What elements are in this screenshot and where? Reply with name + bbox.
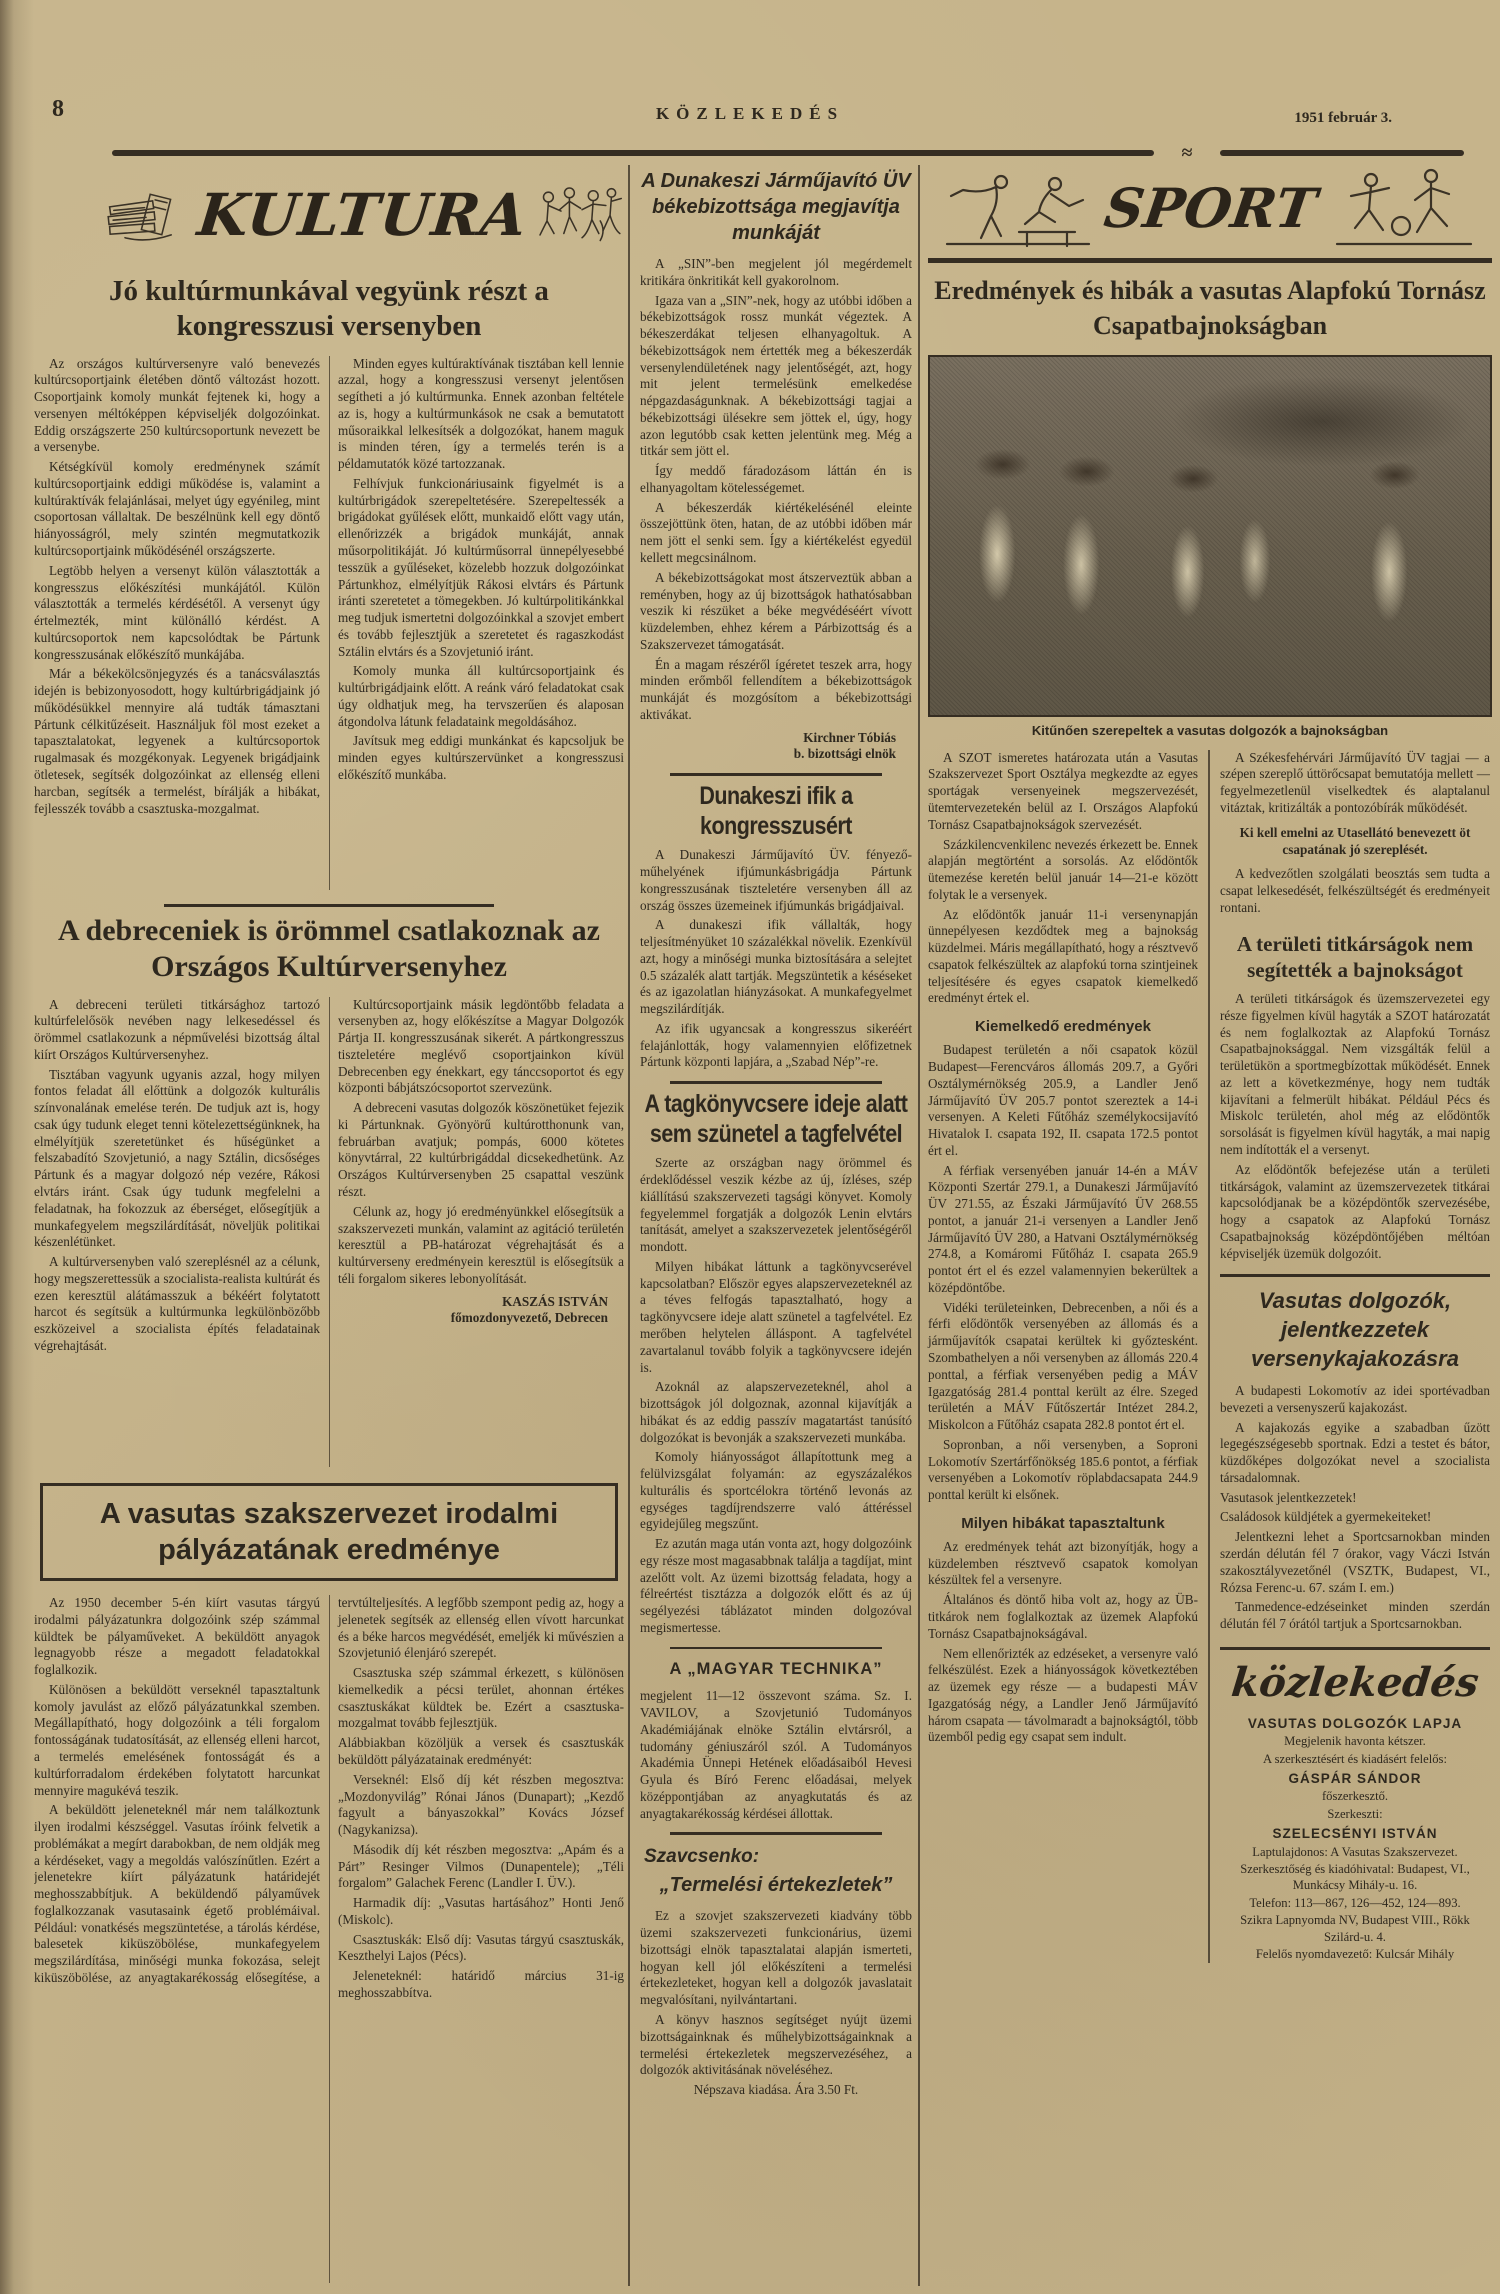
paragraph: A dunakeszi ifik vállalták, hogy teljesítményüket 10 százalékkal növelik. Ezenkívül azt, hogy a minőségi munka biztosítására a selejtet 0.5 százalék alatt tartják. Megszüntetik a késéseket és az igazolatlan hiányzásokat. A munkafegyelmet megszilárdítják. bbox=[640, 917, 912, 1017]
paragraph: A férfiak versenyében január 14-én a MÁV Központi Szertár 279.1, a Dunakeszi Járműjavító ÜV 271.55, az Északi Járműjavító ÜV 268.55 pontot, a január 21-i versenyen a Landler Jenő Járműjavító ÜV 280, a Hatvani Osztálymérnökség 274.8, a Komáromi Fűtőház I. csapata 265.9 pontot ért el és ezzel valamennyien bekerültek a középdöntőbe. bbox=[928, 1162, 1198, 1295]
paragraph: A kultúrversenyben való szereplésnél az a célunk, hogy megszerettessük a szocialista-realista kultúrát és ezen keresztül alátámasszuk a békéért folytatott harcot és segítsük a kultúrmunka legkülönbözőbb eszközeivel a szocialista építés feladatainak végrehajtását. bbox=[34, 1254, 320, 1353]
sport-right-column bbox=[1220, 750, 1490, 1964]
line: Népszava kiadása. Ára 3.50 Ft. bbox=[693, 2082, 859, 2098]
imprint-lines bbox=[1220, 1715, 1490, 1963]
signature-role: b. bizottsági elnök bbox=[793, 746, 896, 762]
column-divider bbox=[1208, 750, 1210, 1964]
article-headline: A „MAGYAR TECHNIKA” bbox=[669, 1660, 883, 1679]
paragraph: Jeleneteknél: határidő március 31-ig meghosszabbítva. bbox=[338, 1968, 624, 2000]
footballers-illustration-icon bbox=[1327, 166, 1477, 250]
paragraph: Szerte az országban nagy örömmel és érdeklődéssel veszik kézbe az új, ízléses, szép kiállítású szakszervezeti tagsági könyvet. Komoly fegyelemmel forgatják a dolgozók Lenin elvtárs tanítását, amelyet a szakszervezetek jelentőségéről mondott. bbox=[640, 1155, 912, 1255]
paragraph: A békebizottságokat most átszerveztük abban a reményben, hogy az új bizottságok hathatósabban veszik ki részüket a béke megvédéséért vívott küzdelemben, ehhez kérem a Párbizottság és a Szakszervezet támogatását. bbox=[640, 569, 912, 652]
paragraph: Vidéki területeinken, Debrecenben, a női és a férfi elődöntők versenyében az állomás és a járműjavítók csapatai kerültek ki győztesként. Szombathelyen a női versenyben az állomás 220.4 ponttal, a férfiak versenyében pedig a MÁV Igazgatóság 281.4 ponttal került az élre. Szeged területén a MÁV Fűtőszertár Intézet 284.2, Miskolcon a Fűtőház csapata 282.8 pontot ért el. bbox=[928, 1299, 1198, 1433]
paragraph: Csasztuskák: Első díj: Vasutas tárgyú csasztuskák, Keszthelyi Lajos (Pécs). bbox=[338, 1931, 624, 1964]
bold-note: Ki kell emelni az Utasellátó benevezett öt csapatának jó szereplését. bbox=[1239, 824, 1471, 857]
subheading: Kiemelkedő eredmények bbox=[975, 1018, 1151, 1036]
rule-segment bbox=[112, 150, 1154, 156]
column-divider bbox=[918, 165, 920, 2286]
photo-caption: Kitűnően szerepeltek a vasutas dolgozók a bajnokságban bbox=[1031, 723, 1389, 739]
paragraph: Komoly hiányosságot állapítottunk meg a felülvizsgálat folyamán: az egyszázalékos kulturális és sportcélokra történő levonás az egységes tagdíjrendszerre való áttéréssel egyidejűleg megszűnt. bbox=[640, 1449, 912, 1532]
article-headline: „Termelési értekezletek” bbox=[659, 1873, 893, 1896]
line-bold: VASUTAS DOLGOZÓK LAPJA bbox=[1247, 1715, 1463, 1731]
article-body bbox=[640, 1688, 912, 1822]
paragraph: A beküldött jeleneteknél már nem találkoztunk ilyen irodalmi készséggel. Vasutas íróink felvetik a problémákat a megírt darabokban, de nem oldják meg a kérdéseket, vagy a megoldás valószínűtlen. Ezért a jelenetekre kiírt pályázatunk határidejét meghosszabbítjuk. A beküldendő pályaművek foglalkozzanak vasutasaink égető problémáival. Például: vonatkésés megszüntetése, a tárolás kérdése, balesetek kiküszöbölése, munkafegyelem megszilárdítása, minőségi munka fokozása, selejt kiküszöbölése, az anyagtakarékosság elősegítése, a tervtúlteljesítés. A legfőbb szempont pedig az, hogy a jelenetek segítsék az ellenség ellen vívott harcunkat és a béke harcos megvédését, emeljék ki művészien a Szovjetunió élenjáró szerepét. bbox=[34, 1595, 624, 1985]
line: Szerkeszti: bbox=[1327, 1806, 1383, 1821]
line: Szikra Lapnyomda NV, Budapest VIII., Rökk Szilárd-u. 4. bbox=[1240, 1913, 1470, 1944]
article-body bbox=[34, 356, 624, 890]
sport-logo-text: SPORT bbox=[1100, 175, 1320, 240]
paragraph: Minden egyes kultúraktívának tisztában kell lennie azzal, hogy a kongresszusi versenyt jelentősen segítheti a jó kultúrmunka. Ennek azonban feltétele az is, hogy a kultúrmunkások ne csak a bemutatott műsoraikkal lelkesítsék a dolgozókat, hanem maguk is minden téren, így a termelés terén is a példamutatók közé tartozzanak. bbox=[338, 355, 624, 472]
paragraph: Kétségkívül komoly eredménynek számít kultúrcsoportjaink eddigi működése is, valamint a kultúraktívák felajánlásai, melyet úgy egyénileg, mint csoportosan vállaltak. De beszélnünk kell egy döntő hiányosságról, mely szintén megmutatkozik kultúrcsoportjaink működésénél országszerte. bbox=[34, 459, 320, 559]
paragraph: Vasutasok jelentkezzetek! bbox=[1220, 1489, 1357, 1505]
section-rule bbox=[670, 1832, 882, 1835]
paragraph: A „SIN”-ben megjelent jól megérdemelt kritikára önkritikát kell gyakorolnom. bbox=[640, 256, 912, 288]
section-rule bbox=[670, 773, 882, 776]
kozlekedes-logo-text: közlekedés bbox=[1229, 1658, 1481, 1706]
paragraph: Felhívjuk funkcionáriusaink figyelmét is a kultúrbrigádok szerepeltetésére. Szerepeltessék a brigádokat gyűlések előtt, munkaidő előtt vagy után, ellenőrizzék a brigádok munkáját, annak műsorpolitikáját. Jó kultúrműsorral ünnepélyesebbé tesszük a gyűléseket, közelebb hozzuk dolgozóinkat Pártunkhoz, elmélyítjük Rákosi elvtárs és Pártunk iránti szeretetet a tömegekben. Jó kultúrpolitikánkkal meg tudjuk ismertetni dolgozóinkkal a szovjet embert és tovább fejlesztjük a szeretetet és ragaszkodást Sztálin elvtárs és a Szovjetunió iránt. bbox=[338, 475, 624, 659]
paragraph: Ez a szovjet szakszervezeti kiadvány több üzemi szakszervezeti funkcionárius, üzemi bizottsági elnök tapasztalatai alapján ismerteti, hogyan kell jól előkészíteni a termelési értekezleteket, hogyan kell a dolgozók javaslatait megvalósítani, nyilvántartani. bbox=[640, 1908, 912, 2008]
paragraph: A könyv hasznos segítséget nyújt üzemi bizottságainknak és műhelybizottságainknak a termelési értekezletek megszervezéséhez, a dolgozók aktivitásának növeléséhez. bbox=[640, 2011, 912, 2078]
paragraph: A Dunakeszi Járműjavító ÜV. fényező-műhelyének ifjúmunkásbrigádja Pártunk kongresszusának tiszteletére versenyben áll az ország összes üzemeinek ifjúmunkás brigádjaival. bbox=[640, 847, 912, 913]
line: Laptulajdonos: A Vasutas Szakszervezet. bbox=[1252, 1844, 1458, 1859]
paragraph: A debreceni vasutas dolgozók köszönetüket fejezik ki Pártunknak. Gyönyörű kultúrotthonunk van, februárban avatjuk; pompás, 6000 kötetes könyvtárral, 22 kultúrbrigáddal dicsekedhetünk. Az Országos Kultúrversenyben 25 csapattal veszünk részt. bbox=[338, 1100, 624, 1200]
paragraph: Alábbiakban közöljük a versek és csasztuskák beküldött pályázatainak eredményét: bbox=[338, 1735, 624, 1767]
sport-left-column bbox=[928, 750, 1198, 1964]
wave-ornament-icon: ≈ bbox=[1181, 142, 1193, 164]
swimmer-hurdler-illustration-icon bbox=[943, 166, 1093, 250]
article-body bbox=[34, 1595, 624, 2283]
paragraph: A debreceni területi titkársághoz tartozó kultúrfelelősök nevében nagy lelkesedéssel és örömmel csatlakozunk a népművelési bizottság által kiírt Országos Kultúrversenyhez. bbox=[34, 996, 320, 1062]
section-rule bbox=[164, 904, 494, 907]
paragraph: Az elődöntők január 11-i versenynapján ünnepélyesen kezdődtek meg a bajnokság küzdelmei. Máris megállapítható, hogy a résztvevő csapatok felkészültek az alapfokú torna szintjeinek teljesítésére és egyes csapatok kiemelkedő eredményt értek el. bbox=[928, 906, 1198, 1006]
kultura-logo-row bbox=[104, 164, 624, 268]
line: Szerkesztőség és kiadóhivatal: Budapest, VI., Munkácsy Mihály-u. 16. bbox=[1240, 1862, 1470, 1893]
paragraph: Budapest területén a női csapatok közül Budapest—Ferencváros állomás 209.7, a Győri Osztálymérnökség 205.9, a Landler Jenő Járműjavító ÜV 205.7 pontot szereztek a 14-i versenyen. A Keleti Fűtőház személykocsijavító Hivatalok I. csapata 192, II. csapata 172.5 pontot ért el. bbox=[928, 1042, 1198, 1158]
paragraph: Komoly munka áll kultúrcsoportjaink és kultúrbrigádjaink előtt. A reánk váró feladatokat csak úgy oldhatjuk meg, ha tervszerűen és alaposan átgondolva látunk feladataink megoldásához. bbox=[338, 663, 624, 729]
paragraph: Az 1950 december 5-én kiírt vasutas tárgyú irodalmi pályázatunkra dolgozóink szép számmal küldtek be pályaműveket. A beküldött anyagok legnagyobb része a megadott feladatokkal foglalkozik. bbox=[34, 1595, 320, 1678]
middle-column bbox=[640, 164, 912, 2100]
page-number: 8 bbox=[52, 96, 64, 122]
paragraph: Családosok küldjétek a gyermekeiteket! bbox=[1220, 1509, 1432, 1525]
sport-section bbox=[928, 158, 1492, 1963]
article-headline: A tagkönyvcsere ideje alatt sem szünetel a tagfelvétel bbox=[644, 1089, 908, 1148]
paragraph: Csasztuska szép számmal érkezett, s különösen kiemelkedik a pécsi terület, ahonnan értékes csasztuskákat küldtek be. Ezért a csasztuska-mozgalmat tovább fejlesztjük. bbox=[338, 1665, 624, 1731]
gymnasts-photo bbox=[928, 355, 1492, 717]
paragraph: Már a békekölcsönjegyzés és a tanácsválasztás idején is bebizonyosodott, hogy kultúrbrigádjaink jó működésükkel mennyire alá tudták támasztani Pártunk célkitűzéseit. Használjuk föl most ezeket a tapasztalatokat, legyenek a kultúrcsoportok rugalmasak és mozgékonyak. Legyenek brigádjaink ötletesek, segítsék dolgozóinkat az ellenség elleni harcban, segítsék a termelést, bírálják a hibákat, fejlesszék tovább a csasztuska-mozgalmat. bbox=[34, 666, 320, 816]
paragraph: Javítsuk meg eddigi munkánkat és kapcsoljuk be minden egyes kultúrszervünket a kongresszusi előkészítő munkába. bbox=[338, 733, 624, 782]
paragraph: megjelent 11—12 összevont száma. Sz. I. VAVILOV, a Szovjetunió Tudományos Akadémiájának elnöke Sztálin elvtársról, a tudomány géniuszáról szól. A Tudományos Akadémia Ünnepi Hetének előadásaiból Hevesi Gyula és Bíró Ferenc előadásai, melyek középpontjában az anyagkutatás és az anyagtakarékosság kérdései állottak. bbox=[640, 1688, 912, 1821]
paragraph: Tisztában vagyunk ugyanis azzal, hogy milyen fontos feladat áll előttünk a dolgozók kulturális színvonalának emelése terén. De tudjuk azt is, hogy csak úgy tudunk eleget tenni kötelezettségünknek, ha elmélyítjük szeretetünket és hűségünket a felszabadító Szovjetunió, a nagy Sztálin, dicsőséges Pártunk és a magyar dolgozó nép vezére, Rákosi elvtárs iránt. Csak úgy tudunk megfelelni a feladatnak, ha fokozzuk az éberséget, elősegítjük a munkafegyelem megszilárdítását, növeljük politikai készenlétünket. bbox=[34, 1066, 320, 1250]
imprint-box bbox=[1220, 1647, 1490, 1962]
article-headline: Eredmények és hibák a vasutas Alapfokú Tornász Csapatbajnokságban bbox=[934, 276, 1486, 341]
paragraph: Nem ellenőrizték az edzéseket, a versenyre való felkészülést. Ezek a hiányosságok következtében az üzemek egy része — a budapesti MÁV Igazgatóság négy, a Landler Jenő Járműjavító három csapata — távolmaradt a bajnokságtól, több üzemből pedig egy csapat sem indult. bbox=[928, 1645, 1198, 1745]
sport-body bbox=[928, 750, 1492, 1964]
article-body bbox=[640, 1155, 912, 1636]
paragraph: A Székesfehérvári Járműjavító ÜV tagjai — a szépen szereplő úttörőcsapat bemutatója mellett — fegyelmezetlenül viselkedtek és alaptalanul vitáztak, kritizálták a pontozóbírák működését. bbox=[1220, 749, 1490, 815]
paragraph: Az eredmények tehát azt bizonyítják, hogy a küzdelemben résztvevő csapatok komolyan készültek fel a versenyre. bbox=[928, 1538, 1198, 1588]
article-kicker: Szavcsenko: bbox=[644, 1845, 760, 1867]
books-illustration-icon bbox=[104, 173, 188, 259]
signature-role: főmozdonyvezető, Debrecen bbox=[450, 1310, 608, 1326]
header-rule bbox=[112, 142, 1464, 164]
paragraph: Kultúrcsoportjaink másik legdöntőbb feladata a versenyben az, hogy előkészítse a Magyar Dolgozók Pártja II. kongresszusának sikerét. A pártkongresszus tiszteletére meglévő csoportjainkon kívül Debrecenben egy énekkart, egy tánccsoportot és egy központi bábjátszócsoportot szervezünk. bbox=[338, 996, 624, 1096]
dancers-illustration-icon bbox=[533, 171, 624, 261]
paragraph: A kedvezőtlen szolgálati beosztás sem tudta a csapat lelkesedését, felkészültségét és eredményeit rontani. bbox=[1220, 866, 1490, 915]
paragraph: Jelentkezni lehet a Sportcsarnokban minden szerdán délután fél 7 órakor, vagy Váczi István szakosztályvezetőnél (VSZTK, Budapest, VI., Rózsa Ferenc-u. 67. szám I. em.) bbox=[1220, 1529, 1490, 1595]
article-headline-boxed: A vasutas szakszervezet irodalmi pályázatának eredménye bbox=[40, 1483, 618, 1582]
paragraph: Legtöbb helyen a versenyt külön választották a kongresszus előkészítési munkájától. Külön választották a termelés kérdésétől. A versenyt úgy értelmezték, mint különálló kérdést. A kultúrcsoportok nem kapcsolódtak be Pártunk kongresszusának előkészítő munkájába. bbox=[34, 562, 320, 662]
article-body bbox=[34, 997, 624, 1467]
paragraph: Célunk az, hogy jó eredményünkkel elősegítsük a szakszervezeti munkán, valamint az agitáció területén keresztül a PB-határozat végrehajtását és a kultúrverseny eredményein keresztül is elősegítsük a téli forgalom sikeres lebonyolítását. bbox=[338, 1203, 624, 1286]
line: főszerkesztő. bbox=[1321, 1789, 1389, 1804]
line: A szerkesztésért és kiadásért felelős: bbox=[1263, 1751, 1447, 1766]
column-divider bbox=[628, 165, 630, 2286]
paragraph: Az országos kultúrversenyre való benevezés kultúrcsoportjaink életében döntő változást hozott. Csoportjaink komoly munkát fejtenek ki, hogy a versenyen méltóképpen képviseljék dolgozóinkat. Eddig országszerte 250 kultúrcsoportunk nevezett be a versenybe. bbox=[34, 355, 320, 455]
kayak-callout bbox=[1220, 1274, 1490, 1633]
paragraph: Különösen a beküldött verseknél tapasztaltunk komoly javulást az előző pályázatunkkal szemben. Megállapítható, hogy dolgozóink a téli forgalom fontosságának tudatosítását, az ellenség elleni harcot, a termelés emelésének fontosságát és a kultúrforradalom érdekében folytatott harcunkat mennyire magukévá teszik. bbox=[34, 1681, 320, 1798]
section-rule bbox=[670, 1647, 882, 1650]
paragraph: Milyen hibákat láttunk a tagkönyvcserével kapcsolatban? Először egyes alapszervezeteknél az a téves felfogás tapasztalható, hogy a tagkönyvcsere ideje alatt szünetel a tagfelvétel. Ez merőben helytelen álláspont. A tagfelvétel zavartalanul tovább folyik a tagkönyvcsere idején is. bbox=[640, 1258, 912, 1375]
paragraph: A kajakozás egyike a szabadban űzött legegészségesebb sportnak. Edzi a testet és bátor, küzdőképes dolgozókat nevel a szocialista társadalomnak. bbox=[1220, 1419, 1490, 1485]
callout-body bbox=[1220, 1383, 1490, 1633]
paragraph: Igaza van a „SIN”-nek, hogy az utóbbi időben a békebizottságok rossz munkát végeztek. A békeszerdákat teljesen elhanyagoltuk. A békebizottságok nem értették meg a békeszerdák versenylendületének nagy jelentőségét, azt, hogy mit jelent termelésünk emelkedése népgazdaságunknak. A békebizottsági tagjai a békebizottsági ülésekre sem jöttek el, úgy, hogy azon legutóbb csak ketten jelentünk meg. Még a titkár sem jött el. bbox=[640, 292, 912, 459]
article-headline: Dunakeszi ifik a kongresszusért bbox=[699, 781, 853, 840]
paragraph: Százkilencvenkilenc nevezés érkezett be. Ennek alapján megtörtént a sorsolás. Az elődöntők ütemezése keretén belül január 14—21-e között folytak le a versenyek. bbox=[928, 836, 1198, 902]
paragraph: Az ifik ugyancsak a kongresszus sikeréért felajánlották, hogy valamennyien előfizetnek Pártunk központi lapjára, a „Szabad Nép”-re. bbox=[640, 1020, 912, 1070]
paragraph: A területi titkárságok és üzemszervezetei egy része figyelmen kívül hagyták a SZOT határozatát és nem foglalkoztak az Alapfokú Tornász Csapatbajnoksággal. Nem vizsgálták felül a területükön a sportmegbízottak működését. Ennek az lett a következménye, hogy nem tudták kijavítani a felmerült hibákat. Például Pécs és Miskolc területén, ahol még az elődöntők sorsolását is figyelmen kívül hagyták, a mai napig nem indították el a versenyt. bbox=[1220, 991, 1490, 1157]
paragraph: Verseknél: Első díj két részben megosztva: „Mozdonyvilág” Rónai János (Dunapart); „Kezdő fagyult a bányaszokkal” Kovács József (Nagykanizsa). bbox=[338, 1771, 624, 1838]
article-body bbox=[640, 847, 912, 1071]
article-body bbox=[640, 1908, 912, 2098]
signature: Kirchner Tóbiás bbox=[803, 729, 896, 745]
paragraph: Általános és döntő hiba volt az, hogy az ÜB-titkárok nem foglalkoztak az üzemek Alapfokú Tornász Csapatbajnokságával. bbox=[928, 1592, 1198, 1641]
paragraph: A békeszerdák kiértékelésénél eleinte összejöttünk öten, hatan, de az utóbbi időben már nem jött el senki sem. Így a kiértékelést egyedül kellett megcsinálnom. bbox=[640, 499, 912, 566]
line: Felelős nyomdavezető: Kulcsár Mihály bbox=[1255, 1946, 1455, 1961]
paragraph: Azoknál az alapszervezeteknél, ahol a bizottságok jól dolgoznak, azonnal kijavítják a hibákat és az eddig passzív magatartást tanúsító dolgozókat is bevonják a szakszervezeti munkába. bbox=[640, 1379, 912, 1445]
article-headline: A debreceniek is örömmel csatlakoznak az Országos Kultúrversenyhez bbox=[58, 913, 600, 983]
issue-date: 1951 február 3. bbox=[1294, 110, 1392, 126]
kultura-logo-text: KULTURA bbox=[194, 181, 531, 250]
newspaper-title: KÖZLEKEDÉS bbox=[655, 104, 845, 123]
subheading: Milyen hibákat tapasztaltunk bbox=[961, 1514, 1165, 1532]
paragraph: Harmadik díj: „Vasutas hartásához” Honti Jenő (Miskolc). bbox=[338, 1895, 624, 1927]
line: Telefon: 113—867, 126—452, 124—893. bbox=[1249, 1895, 1461, 1910]
kultura-section bbox=[34, 164, 624, 2283]
article-headline: A Dunakeszi Járműjavító ÜV békebizottsága megjavítja munkáját bbox=[641, 170, 911, 244]
section-rule bbox=[670, 1081, 882, 1084]
line: Megjelenik havonta kétszer. bbox=[1284, 1734, 1426, 1749]
callout-headline: Vasutas dolgozók, jelentkezzetek versenykajakozásra bbox=[1251, 1288, 1459, 1371]
article-body bbox=[640, 256, 912, 763]
paragraph: Az elődöntők befejezése után a területi titkárságok, valamint az üzemszervezetek titkárai kapcsolódjanak be a középdöntők szervezésébe, hogy a csapatok az Alapfokú Tornász Csapatbajnokság középdöntőjében méltóan képviseljék üzemük dolgozóit. bbox=[1220, 1161, 1490, 1261]
sport-right-articles bbox=[1220, 750, 1490, 1263]
paragraph: Második díj két részben megosztva: „Apám és a Párt” Resinger Vilmos (Dunapentele); „Téli forgalom” Galachek Ferenc (Landler I. ÜV.). bbox=[338, 1841, 624, 1891]
article-headline: Jó kultúrmunkával vegyünk részt a kongresszusi versenyben bbox=[109, 275, 549, 342]
paragraph: A budapesti Lokomotív az idei sportévadban bevezeti a versenyszerű kajakozást. bbox=[1220, 1383, 1490, 1415]
signature: KASZÁS ISTVÁN bbox=[502, 1293, 608, 1309]
paragraph: Sopronban, a női versenyben, a Soproni Lokomotív Szertárfőnökség 185.6 pontot, a férfiak versenyében a Lokomotív röplabdacsapata 244.9 ponttal került ki elsőnek. bbox=[928, 1436, 1198, 1503]
paragraph: Így meddő fáradozásom láttán én is elhanyagoltam kötelességemet. bbox=[640, 463, 912, 495]
paragraph: Én a magam részéről ígéretet teszek arra, hogy minden erőmből fellendítem a békebizottságok munkáját és mozgósítom a békebizottsági aktivákat. bbox=[640, 656, 912, 722]
sport-logo-row bbox=[928, 158, 1492, 263]
subheading: A területi titkárságok nem segítették a bajnokságot bbox=[1236, 931, 1474, 982]
paragraph: Tanmedence-edzéseinket minden szerdán délután fél 7 órától tartjuk a Sportcsarnokban. bbox=[1220, 1599, 1490, 1632]
line-bold: SZELECSÉNYI ISTVÁN bbox=[1272, 1826, 1438, 1842]
paragraph: Ez azután maga után vonta azt, hogy dolgozóink egy része most magasabbnak találja a tagdíjat, mint azelőtt volt. Az üzemi bizottság feladata, hogy a félreértést tisztázza a dolgozók előtt és az új segélyezési táblázatot minden dolgozóval megismertesse. bbox=[640, 1536, 912, 1636]
line-bold: GÁSPÁR SÁNDOR bbox=[1288, 1770, 1422, 1786]
rule-segment bbox=[1220, 150, 1464, 156]
paragraph: A SZOT ismeretes határozata után a Vasutas Szakszervezet Sport Osztálya megkezdte az egyes sportágak versenyeinek megszervezését, ütemtervezetekén belül az I. Országos Alapfokú Tornász Csapatbajnokságok szervezését. bbox=[928, 749, 1198, 832]
